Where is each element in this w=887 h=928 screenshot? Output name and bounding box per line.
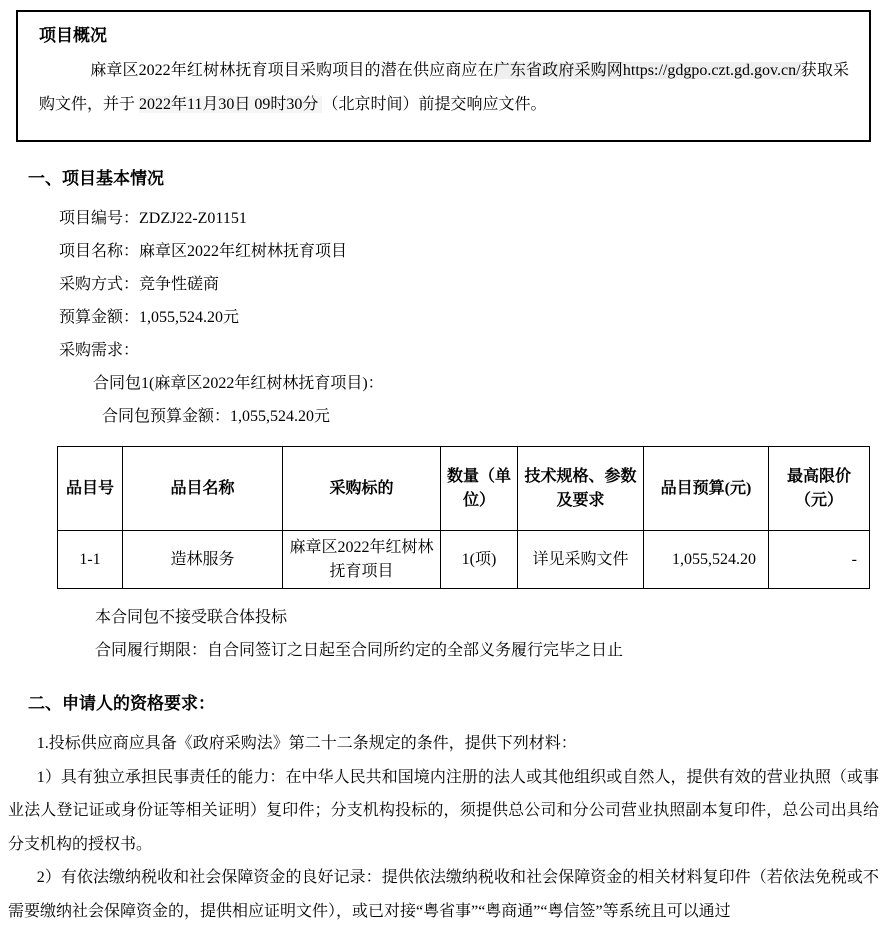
cell-quantity-unit: 1(项) bbox=[441, 531, 518, 589]
field-budget-amount: 预算金额：1,055,524.20元 bbox=[59, 309, 240, 326]
header-item-number: 品目号 bbox=[58, 447, 123, 531]
deadline-datetime: 2022年11月30日 09时30分 bbox=[139, 96, 323, 113]
table-row bbox=[58, 531, 870, 589]
overview-title: 项目概况 bbox=[39, 26, 107, 45]
section1-heading: 一、项目基本情况 bbox=[28, 169, 164, 188]
field-contract-package: 合同包1(麻章区2022年红树林抚育项目)： bbox=[93, 375, 384, 392]
cell-technical-spec: 详见采购文件 bbox=[518, 531, 644, 589]
package-notes bbox=[0, 601, 887, 667]
field-procurement-demand: 采购需求： bbox=[59, 342, 140, 359]
section2-heading: 二、申请人的资格要求： bbox=[28, 694, 215, 713]
qualification-paragraphs bbox=[0, 727, 887, 928]
field-package-budget: 合同包预算金额：1,055,524.20元 bbox=[102, 408, 331, 425]
procurement-site-url: 广东省政府采购网https://gdgpo.czt.gd.gov.cn/ bbox=[493, 62, 801, 79]
field-project-number: 项目编号：ZDZJ22-Z01151 bbox=[59, 210, 247, 227]
qualification-item-1: 1）具有独立承担民事责任的能力：在中华人民共和国境内注册的法人或其他组织或自然人，提供有效的营业执照（或事业法人登记证或身份证等相关证明）复印件；分支机构投标的，须提供总公司和分公司营业执照副本复印件，总公司出具给分支机构的授权书。 bbox=[8, 768, 879, 853]
header-item-budget: 品目预算(元) bbox=[644, 447, 769, 531]
header-technical-spec: 技术规格、参数及要求 bbox=[518, 447, 644, 531]
overview-text-after: （北京时间）前提交响应文件。 bbox=[322, 96, 547, 113]
project-overview-box bbox=[16, 10, 871, 142]
overview-paragraph bbox=[39, 54, 849, 122]
header-item-name: 品目名称 bbox=[123, 447, 283, 531]
header-procurement-target: 采购标的 bbox=[283, 447, 441, 531]
items-table bbox=[57, 446, 870, 589]
qualification-item-2: 2）有依法缴纳税收和社会保障资金的良好记录：提供依法缴纳税收和社会保障资金的相关材料复印件（若依法免税或不需要缴纳社会保障资金的，提供相应证明文件），或已对接“粤省事”“粤商通”“粤信签”等系统且可以通过 bbox=[8, 869, 879, 920]
cell-max-price: - bbox=[769, 531, 870, 589]
note-contract-duration: 合同履行期限：自合同签订之日起至合同所约定的全部义务履行完毕之日止 bbox=[95, 642, 624, 659]
field-project-name: 项目名称：麻章区2022年红树林抚育项目 bbox=[59, 243, 348, 260]
note-no-consortium: 本合同包不接受联合体投标 bbox=[95, 609, 288, 626]
field-procurement-method: 采购方式：竞争性磋商 bbox=[59, 276, 220, 293]
cell-item-name: 造林服务 bbox=[123, 531, 283, 589]
cell-procurement-target: 麻章区2022年红树林抚育项目 bbox=[283, 531, 441, 589]
overview-text-before-site: 麻章区2022年红树林抚育项目采购项目的潜在供应商应在 bbox=[90, 62, 494, 79]
cell-item-number: 1-1 bbox=[58, 531, 123, 589]
qualification-intro: 1.投标供应商应具备《政府采购法》第二十二条规定的条件，提供下列材料： bbox=[36, 735, 577, 752]
header-max-price: 最高限价（元） bbox=[769, 447, 870, 531]
overview-text-mid: 获取采购文件，并于 bbox=[39, 62, 849, 113]
cell-item-budget: 1,055,524.20 bbox=[644, 531, 769, 589]
header-quantity-unit: 数量（单位） bbox=[441, 447, 518, 531]
basic-info-fields bbox=[0, 202, 887, 433]
table-header-row bbox=[58, 447, 870, 531]
